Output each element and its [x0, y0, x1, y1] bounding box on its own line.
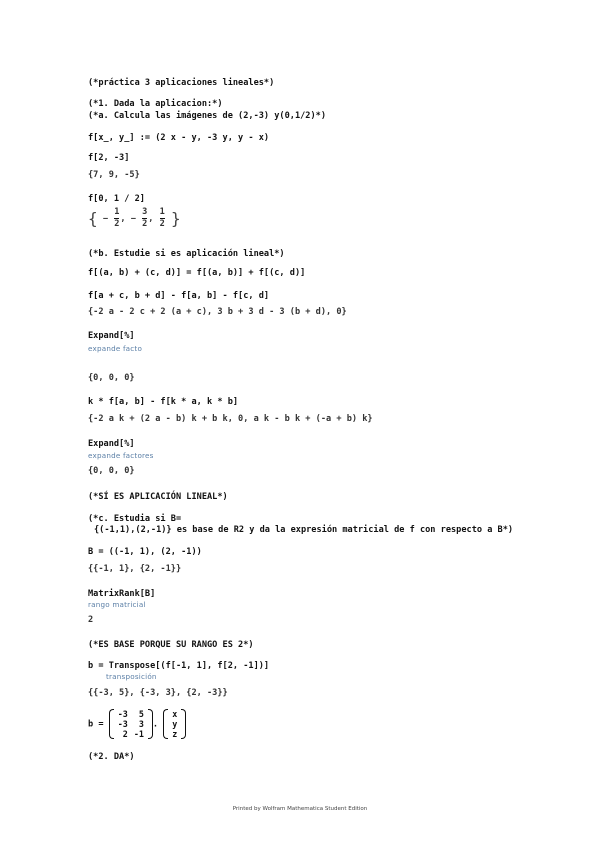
- input-linearity-equation[interactable]: f[(a, b) + (c, d)] = f[(a, b)] + f[(c, d)]: [88, 268, 306, 278]
- output-expand-1: {0, 0, 0}: [88, 373, 135, 383]
- comment-exercise-1c: (*c. Estudia si B=: [88, 514, 182, 524]
- separator-2: ,: [148, 214, 154, 224]
- hint-expand-2[interactable]: expande factores: [88, 451, 154, 460]
- output-expand-2: {0, 0, 0}: [88, 466, 135, 476]
- fraction-3: $\frac{1}{2}$: [159, 207, 165, 229]
- fraction-1: $\frac{1}{2}$: [114, 207, 120, 229]
- comment-is-basis: (*ES BASE PORQUE SU RANGO ES 2*): [88, 640, 254, 650]
- comment-title: (*práctica 3 aplicaciones lineales*): [88, 78, 275, 88]
- input-define-f[interactable]: f[x_, y_] := (2 x - y, -3 y, y - x): [88, 133, 270, 143]
- separator-1: , −: [120, 214, 136, 224]
- input-expand-1[interactable]: Expand[%]: [88, 331, 135, 341]
- comment-is-linear: (*SÍ ES APLICACIÓN LINEAL*): [88, 492, 228, 502]
- footer-printed-by: Printed by Wolfram Mathematica Student Edition: [232, 806, 368, 812]
- output-rank: 2: [88, 615, 94, 625]
- hint-transpose[interactable]: transposición: [106, 672, 157, 681]
- input-define-B[interactable]: B = ((-1, 1), (2, -1)): [88, 547, 202, 557]
- output-transpose: {{-3, 5}, {-3, 3}, {2, -3}}: [88, 688, 228, 698]
- open-brace: {: [88, 209, 98, 228]
- minus-sign: −: [102, 214, 109, 224]
- input-matrix-product[interactable]: [88, 709, 186, 739]
- output-B: {{-1, 1}, {2, -1}}: [88, 564, 182, 574]
- output-fraction-list: [88, 208, 181, 229]
- matrix-lhs: b =: [88, 719, 104, 730]
- comment-exercise-2: (*2. DA*): [88, 752, 135, 762]
- input-transpose[interactable]: b = Transpose[(f[-1, 1], f[2, -1])]: [88, 661, 270, 671]
- comment-exercise-1c-cont: {(-1,1),(2,-1)} es base de R2 y da la expresión matricial de f con respecto a B*): [94, 525, 514, 535]
- input-expand-2[interactable]: Expand[%]: [88, 439, 135, 449]
- input-f-0-half[interactable]: f[0, 1 / 2]: [88, 194, 145, 204]
- input-matrix-rank[interactable]: MatrixRank[B]: [88, 589, 156, 599]
- input-f-2-3[interactable]: f[2, -3]: [88, 153, 130, 163]
- matrix-3x2: -3 5 -3 3 2 -1: [109, 709, 153, 739]
- vector-xyz: x y z: [163, 709, 186, 739]
- input-homogeneity-check[interactable]: k * f[a, b] - f[k * a, k * b]: [88, 397, 239, 407]
- hint-rank[interactable]: rango matricial: [88, 600, 146, 609]
- fraction-2: $\frac{3}{2}$: [142, 207, 148, 229]
- comment-exercise-1b: (*b. Estudie si es aplicación lineal*): [88, 249, 285, 259]
- output-additivity: {-2 a - 2 c + 2 (a + c), 3 b + 3 d - 3 (b + d), 0}: [88, 307, 347, 317]
- hint-expand-1[interactable]: expande facto: [88, 344, 143, 353]
- output-f-2-3: {7, 9, -5}: [88, 170, 140, 180]
- dot-operator: .: [152, 719, 159, 730]
- comment-exercise-1a: (*a. Calcula las imágenes de (2,-3) y(0,1/2)*): [88, 111, 326, 121]
- input-additivity-check[interactable]: f[a + c, b + d] - f[a, b] - f[c, d]: [88, 291, 270, 301]
- comment-exercise-1: (*1. Dada la aplicacion:*): [88, 99, 223, 109]
- close-brace: }: [171, 209, 181, 228]
- output-homogeneity: {-2 a k + (2 a - b) k + b k, 0, a k - b k + (-a + b) k}: [88, 414, 373, 424]
